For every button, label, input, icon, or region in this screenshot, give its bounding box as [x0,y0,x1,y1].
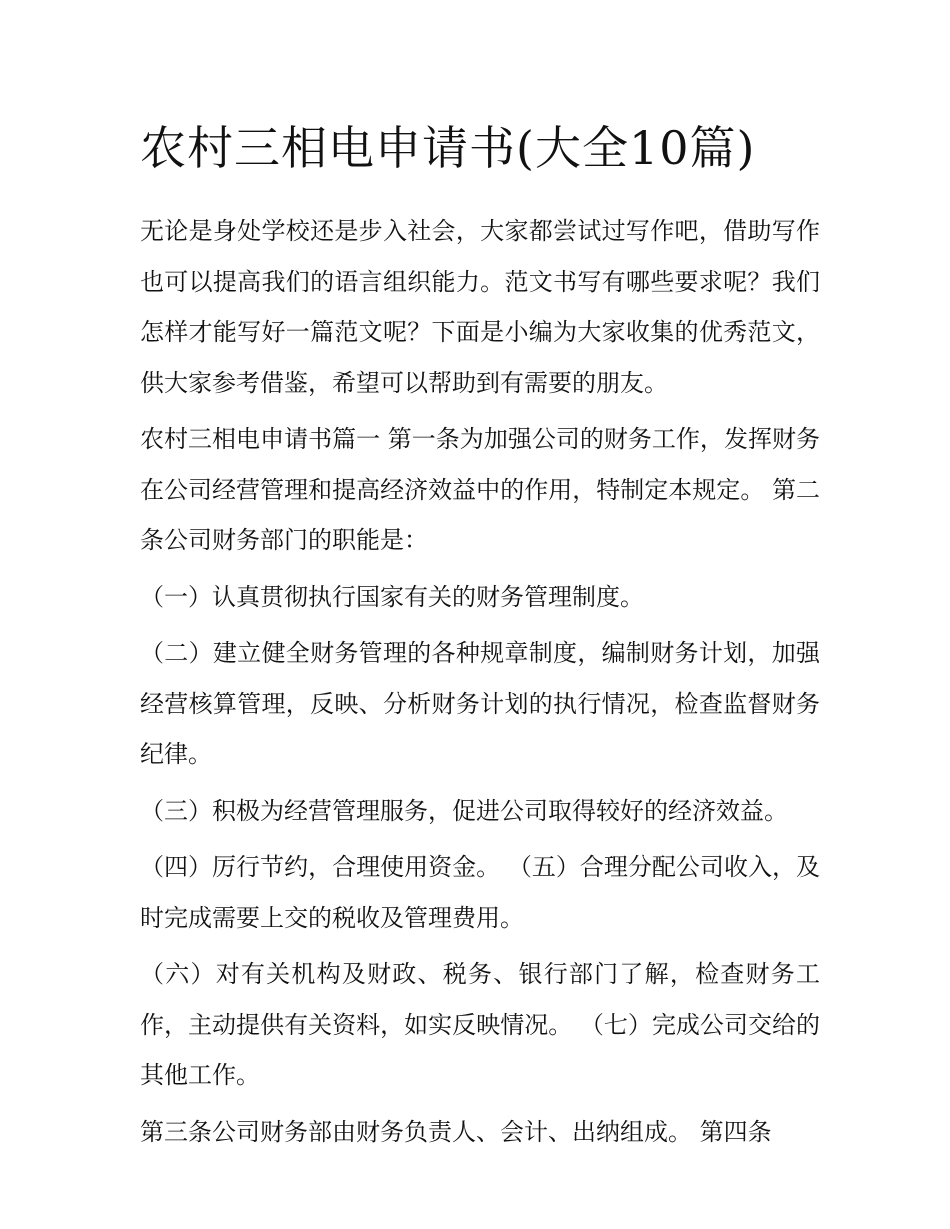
paragraph-item-4-5: （四）厉行节约，合理使用资金。 （五）合理分配公司收入，及时完成需要上交的税收及管理费用。 [140,853,820,932]
paragraph-item-1: （一）认真贯彻执行国家有关的财务管理制度。 [140,582,644,611]
paragraph-intro: 无论是身处学校还是步入社会，大家都尝试过写作吧，借助写作也可以提高我们的语言组织能力。范文书写有哪些要求呢？我们怎样才能写好一篇范文呢？下面是小编为大家收集的优秀范文，供大家参考借鉴，希望可以帮助到有需要的朋友。 [140,217,820,397]
paragraph-article-3-4: 第三条公司财务部由财务负责人、会计、出纳组成。 第四条 [140,1117,772,1146]
paragraph-item-6-7: （六）对有关机构及财政、税务、银行部门了解，检查财务工作，主动提供有关资料，如实反映情况。 （七）完成公司交给的其他工作。 [140,960,820,1089]
document-title: 农村三相电申请书(大全10篇) [140,121,756,175]
paragraph-item-3: （三）积极为经营管理服务，促进公司取得较好的经济效益。 [140,796,788,825]
paragraph-item-2: （二）建立健全财务管理的各种规章制度，编制财务计划，加强经营核算管理，反映、分析财务计划的执行情况，检查监督财务纪律。 [140,639,820,768]
document-body [140,118,820,1163]
paragraph-article-1-2: 农村三相电申请书篇一 第一条为加强公司的财务工作，发挥财务在公司经营管理和提高经济效益中的作用，特制定本规定。 第二条公司财务部门的职能是： [140,425,820,554]
